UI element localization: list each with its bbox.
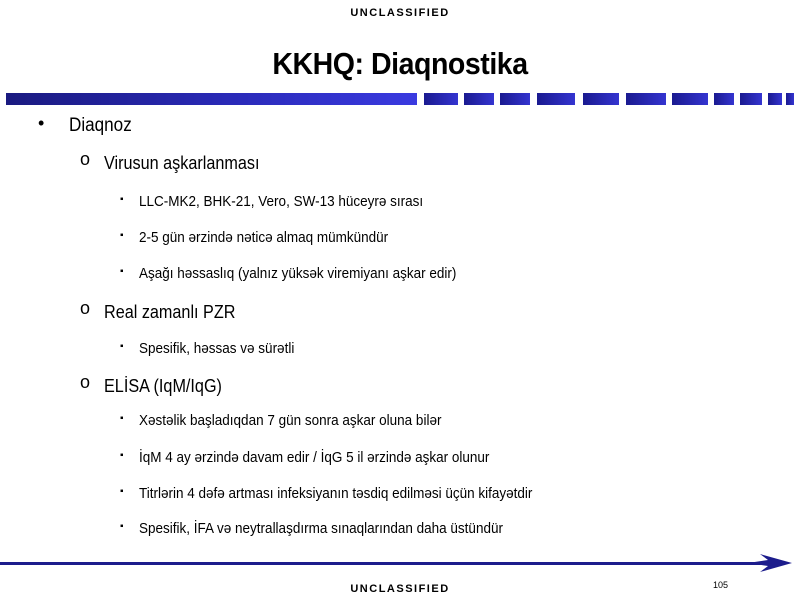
bullet-level3: ▪ <box>120 521 124 532</box>
list-item: Spesifik, həssas və sürətli <box>139 340 295 357</box>
title-bar-segment <box>500 93 530 105</box>
bullet-level2: o <box>80 149 91 169</box>
title-bar-segment <box>464 93 494 105</box>
list-item: İqM 4 ay ərzində davam edir / İqG 5 il ərzində aşkar olunur <box>139 449 490 466</box>
bullet-level3: ▪ <box>120 194 124 205</box>
classification-footer: UNCLASSIFIED <box>350 583 450 595</box>
bullet-level2: o <box>80 298 91 318</box>
title-bar-segment <box>768 93 782 105</box>
list-item: Virusun aşkarlanması <box>104 153 260 173</box>
list-item: LLC-MK2, BHK-21, Vero, SW-13 hüceyrə sırası <box>139 193 424 210</box>
title-bar-segment <box>424 93 458 105</box>
title-bar-segment <box>537 93 575 105</box>
bullet-level2: o <box>80 372 91 392</box>
title-bar-segment <box>740 93 762 105</box>
bullet-level3: ▪ <box>120 450 124 461</box>
list-item: Diaqnoz <box>69 115 132 136</box>
bullet-level3: ▪ <box>120 486 124 497</box>
classification-header: UNCLASSIFIED <box>350 7 450 19</box>
bullet-level3: ▪ <box>120 413 124 424</box>
list-item: Real zamanlı PZR <box>104 302 236 322</box>
page-number: 105 <box>713 580 729 590</box>
list-item: ELİSA (IqM/IqG) <box>104 376 222 396</box>
title-bar-segment <box>583 93 619 105</box>
bullet-level3: ▪ <box>120 230 124 241</box>
title-bar-segment <box>786 93 794 105</box>
title-bar-segment <box>714 93 734 105</box>
arrow-icon <box>748 554 792 572</box>
list-item: Titrlərin 4 dəfə artması infeksiyanın təsdiq edilməsi üçün kifayətdir <box>139 485 533 502</box>
list-item: 2-5 gün ərzində nəticə almaq mümkündür <box>139 229 389 246</box>
bullet-level3: ▪ <box>120 266 124 277</box>
list-item: Aşağı həssaslıq (yalnız yüksək viremiyanı aşkar edir) <box>139 265 457 282</box>
bullet-level1: • <box>38 113 45 133</box>
title-bar-segment <box>626 93 666 105</box>
footer-rule <box>0 562 770 565</box>
slide-title: KKHQ: Diaqnostika <box>272 46 528 81</box>
title-bar-segment <box>672 93 708 105</box>
title-bar-long <box>6 93 417 105</box>
list-item: Xəstəlik başladıqdan 7 gün sonra aşkar oluna bilər <box>139 412 442 429</box>
list-item: Spesifik, İFA və neytrallaşdırma sınaqlarından daha üstündür <box>139 520 503 537</box>
bullet-level3: ▪ <box>120 341 124 352</box>
